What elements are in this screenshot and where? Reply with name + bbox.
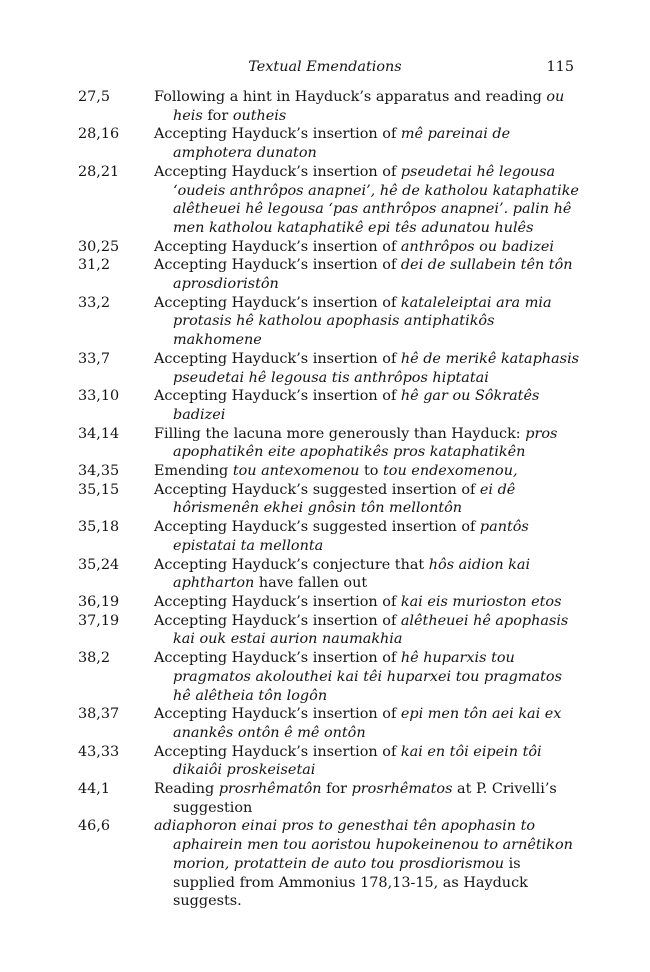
emendation-entry [0,518,650,555]
line-reference: 33,2 [78,294,111,311]
note-text: Accepting Hayduck’s insertion of [154,257,401,274]
note-text: Accepting Hayduck’s insertion of [154,294,401,311]
greek-transliteration: hê huparxis tou pragmatos akolouthei kai têi huparxei tou pragmatos hê alêtheia tôn logôn [173,650,562,704]
note-text: Reading [154,781,219,798]
greek-transliteration: kai eis murioston etos [400,593,562,610]
emendations-list [0,88,650,911]
emendation-entry [0,350,650,387]
page-number: 115 [546,59,574,75]
greek-transliteration: pantôs epistatai ta mellonta [173,519,529,554]
greek-transliteration: outheis [232,107,287,124]
emendation-text [154,556,582,593]
greek-transliteration: prosrhêmatos [351,781,453,798]
running-title: Textual Emendations [248,59,402,75]
emendation-text [154,593,582,612]
greek-transliteration: pseudetai hê legousa ‘oudeis anthrôpos anapnei’, hê de katholou kataphatike alêtheuei hê legousa ‘pas anthrôpos anapnei’. palin hê men katholou kataphatikê epi tês adunatou hulês [173,163,579,236]
emendation-text [154,518,582,555]
emendation-text [154,256,582,293]
note-text: Accepting Hayduck’s insertion of [154,238,401,255]
greek-transliteration: alêtheuei hê apophasis kai ouk estai aurion naumakhia [173,612,569,648]
line-reference: 34,35 [78,463,120,480]
line-reference: 35,15 [78,481,120,498]
emendation-text [154,125,582,162]
line-reference: 43,33 [78,743,120,760]
greek-transliteration: epi men tôn aei kai ex anankês ontôn ê mê ontôn [173,706,562,741]
emendation-text [154,481,582,518]
note-text: to [359,463,384,480]
note-text: Accepting Hayduck’s suggested insertion of [154,481,480,498]
emendation-entry [0,612,650,649]
greek-transliteration: anthrôpos ou badizei [400,238,554,255]
emendation-entry [0,593,650,612]
line-reference: 35,18 [78,519,120,536]
greek-transliteration: ei dê hôrismenên ekhei gnôsin tôn mellontôn [173,481,516,517]
greek-transliteration: mê pareinai de amphotera dunaton [173,126,511,162]
note-text: Following a hint in Hayduck’s apparatus and reading [154,89,547,105]
line-reference: 28,16 [78,126,120,143]
emendation-entry [0,256,650,293]
line-reference: 35,24 [78,556,120,573]
emendation-text [154,612,582,649]
emendation-text [154,88,582,125]
note-text: Accepting Hayduck’s suggested insertion of [154,519,480,536]
emendation-entry [0,556,650,593]
emendation-entry [0,649,650,705]
emendation-text [154,387,582,424]
emendation-text [154,163,582,238]
note-text: for [202,107,233,124]
line-reference: 31,2 [78,257,111,274]
note-text: Accepting Hayduck’s insertion of [154,350,401,367]
line-reference: 30,25 [78,238,120,255]
greek-transliteration: hê de merikê kataphasis pseudetai hê legousa tis anthrôpos hiptatai [173,350,580,386]
line-reference: 33,7 [78,350,111,367]
emendation-text [154,350,582,387]
greek-transliteration: hôs aidion kai aphtharton [173,556,531,592]
emendation-text [154,743,582,780]
emendation-entry [0,481,650,518]
emendation-entry [0,125,650,162]
note-text: at P. Crivelli’s suggestion [173,781,557,816]
greek-transliteration: adiaphoron einai pros to genesthai tên apophasin to aphairein men tou aoristou hupokeinenou to arnêtikon morion, protattein de auto tou prosdiorismou [154,818,573,872]
emendation-entry [0,705,650,742]
greek-transliteration: tou endexomenou, [383,463,518,480]
emendation-entry [0,780,650,817]
greek-transliteration: pros apophatikên eite apophatikês pros kataphatikên [173,425,558,461]
note-text: Accepting Hayduck’s insertion of [154,612,401,629]
note-text: Accepting Hayduck’s insertion of [154,163,401,180]
line-reference: 34,14 [78,425,120,442]
emendation-entry [0,88,650,125]
note-text: Accepting Hayduck’s insertion of [154,388,401,405]
emendation-text [154,705,582,742]
greek-transliteration: kai en tôi eipein tôi dikaiôi proskeisetai [173,743,542,779]
emendation-entry [0,238,650,257]
emendation-text [154,238,582,257]
note-text: is supplied from Ammonius 178,13-15, as Hayduck suggests. [173,855,528,910]
emendation-entry [0,462,650,481]
emendation-entry [0,163,650,238]
line-reference: 33,10 [78,388,120,405]
line-reference: 46,6 [78,818,111,835]
note-text: for [321,781,352,798]
emendation-text [154,462,582,481]
note-text: Accepting Hayduck’s insertion of [154,650,401,667]
emendation-entry [0,294,650,350]
greek-transliteration: dei de sullabein tên tôn aprosdioristôn [173,257,573,293]
greek-transliteration: kataleleiptai ara mia protasis hê katholou apophasis antiphatikôs makhomene [173,294,552,349]
greek-transliteration: tou antexomenou [232,463,360,480]
emendation-text [154,817,582,911]
emendation-entry [0,425,650,462]
line-reference: 27,5 [78,89,111,105]
note-text: Accepting Hayduck’s insertion of [154,593,401,610]
emendation-entry [0,743,650,780]
note-text: Accepting Hayduck’s conjecture that [154,556,429,573]
line-reference: 28,21 [78,163,120,180]
line-reference: 37,19 [78,612,120,629]
note-text: Emending [154,463,233,480]
note-text: have fallen out [254,575,368,592]
note-text: Accepting Hayduck’s insertion of [154,743,401,760]
line-reference: 36,19 [78,593,120,610]
emendation-entry [0,817,650,911]
emendation-entry [0,387,650,424]
line-reference: 38,37 [78,706,120,723]
note-text: Filling the lacuna more generously than Hayduck: [154,425,526,442]
line-reference: 38,2 [78,650,111,667]
note-text: Accepting Hayduck’s insertion of [154,126,401,143]
note-text: Accepting Hayduck’s insertion of [154,706,401,723]
emendation-text [154,780,582,817]
line-reference: 44,1 [78,781,111,798]
emendation-text [154,294,582,350]
greek-transliteration: ou heis [173,89,565,124]
emendation-text [154,425,582,462]
greek-transliteration: hê gar ou Sôkratês badizei [173,388,540,423]
greek-transliteration: prosrhêmatôn [218,781,322,798]
emendation-text [154,649,582,705]
